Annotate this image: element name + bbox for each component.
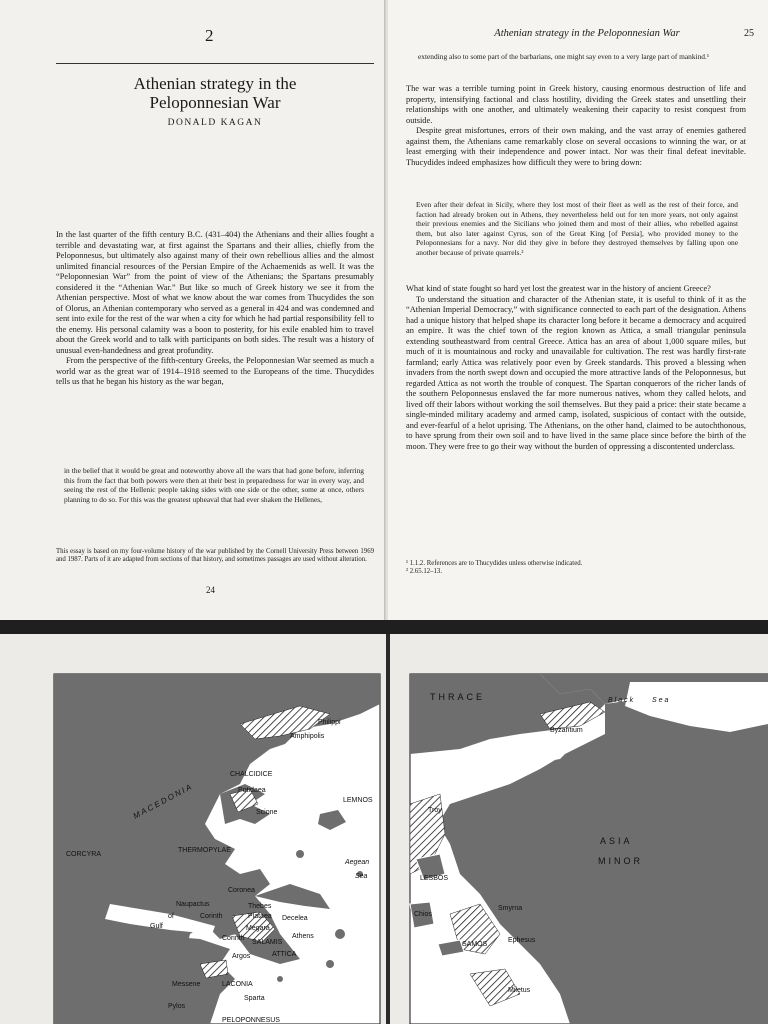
label-peloponnesus: PELOPONNESUS: [222, 1017, 280, 1024]
label-black-sea: Sea: [652, 697, 671, 704]
label-lemnos: LEMNOS: [343, 797, 373, 804]
map-island: [326, 960, 334, 968]
label-athens: Athens: [292, 933, 314, 940]
label-asia: ASIA: [600, 836, 633, 846]
map-island: [296, 850, 304, 858]
photo-gap: [0, 620, 768, 634]
label-aegean-sea: Sea: [355, 873, 368, 880]
label-thebes: Thebes: [248, 903, 272, 910]
label-minor: MINOR: [598, 856, 643, 866]
label-gulf: Gulf: [150, 923, 163, 930]
label-thermopylae: THERMOPYLAE: [178, 847, 231, 854]
map-land-peloponnesus: [95, 934, 235, 1024]
right-page-number: 25: [744, 28, 754, 39]
label-ephesus: Ephesus: [508, 937, 536, 944]
map-page-greece: [0, 634, 386, 1024]
label-chalcidice: CHALCIDICE: [230, 771, 273, 778]
chapter-title: [100, 74, 330, 112]
label-byzantium: Byzantium: [550, 727, 583, 734]
label-attica: ATTICA: [272, 951, 297, 958]
label-sparta: Sparta: [244, 995, 265, 1002]
right-block-quote: Even after their defeat in Sicily, where they lost most of their fleet as well as the rest of their force, and faction had already broken out in Athens, they nevertheless held out for ten more years, not only against their previous enemies and the Sicilians who joined them and most of their allies, who rebelled against them, but also later against Cyrus, son of the Great King [of Persia], who provided money to the Peloponnesians for a navy. Nor did they give in before they destroyed themselves by falling upon one another because of private quarrels.²: [416, 200, 738, 257]
chapter-title-line1: Athenian strategy in the: [133, 74, 297, 93]
right-paragraph-1: The war was a terrible turning point in Greek history, causing enormous destruction of life and property, intensifying factional and class hostility, dividing the Greek states and unsettling their relationships with one another, and ultimately weakening their capacity to resist conquest from outside.: [406, 84, 746, 125]
label-naupactus: Naupactus: [176, 901, 210, 908]
footnote-1: ¹ 1.1.2. References are to Thucydides unless otherwise indicated.: [406, 560, 583, 567]
label-megara: Megara: [246, 925, 270, 932]
left-page-number: 24: [206, 585, 215, 595]
map-page-asia-minor: [390, 634, 768, 1024]
chapter-title-line2: Peloponnesian War: [149, 93, 281, 112]
label-laconia: LACONIA: [222, 981, 253, 988]
left-paragraph-1: In the last quarter of the fifth century B.C. (431–404) the Athenians and their allies fought a terrible and devastating war, at first against the Spartans and their allies, chiefly from the Peloponnesus, but ultimately also against many of their own rebellious allies and the almost unlimited financial resources of the Persian Empire of the Achaemenids as well. It was the “Peloponnesian War” from the point of view of the Athenians; the Spartans presumably considered it the “Athenian War.” But like so much of Greek history we see it from the Athenian perspective. Most of what we know about the war comes from Thucydides the son of Olorus, an Athenian contemporary who served as a general in 424 and was condemned and sent into exile for the rest of the war when a city for which he had partial responsibility fell to the enemy. His personal calamity was a boon to posterity, for his exile enabled him to travel about the Greek world and to talk with participants on both sides. The result was a history of unusual even-handedness and great profundity.: [56, 230, 374, 355]
label-coronea: Coronea: [228, 887, 255, 894]
right-footnotes: [406, 560, 736, 577]
left-paragraph-2: From the perspective of the fifth-century Greeks, the Peloponnesian War seemed as much a world war as the great war of 1914–1918 seemed to the Europeans of the time. Thucydides tells us that he began his history as the war began,: [56, 356, 374, 386]
label-messene: Messene: [172, 981, 201, 988]
label-decelea: Decelea: [282, 915, 308, 922]
quote-continuation: extending also to some part of the barbarians, one might say even to a very large part of mankind.¹: [418, 52, 710, 61]
label-black: Black: [608, 697, 636, 704]
label-corinth-gulf: Corinth: [200, 913, 223, 920]
running-head: Athenian strategy in the Peloponnesian War: [494, 28, 680, 39]
label-thrace: THRACE: [430, 692, 486, 702]
right-book-page: [388, 0, 768, 620]
right-paragraph-4: To understand the situation and character of the Athenian state, it is useful to think of it as the “Athenian Imperial Democracy,” with significance connected to each part of the designation. Athens had a unique history that helped shape its character long before it became a democracy and acquired an empire. It was the chief town of the region known as Attica, a small triangular peninsula extending southeastward from central Greece. Attica has an area of about 1,000 square miles, but much of it is mountainous and rocky and unavailable for cultivation. The rest was hardly first-rate farmland; early Attica was relatively poor even by Greek standards. This proved a blessing when invaders from the north swept down and occupied the more attractive lands of the Peloponnesus, but regarded Attica as not worth the trouble of conquest. The Spartan conquerors of the richer lands of the southern Peloponnesus enslaved the far more numerous natives, whom they called helots, and lived off their labors without working the soil themselves. But they paid a price: their state became a single-minded military academy and armed camp, isolated, suspicious of contact with the outside, and ever-fearful of a helot uprising. The Athenians, on the other hand, claimed to be autochthonous, to have sprung from their own soil and to have lived in the same place since before the birth of the moon. They were free to go their way without the burden of oppressing a discontented underclass.: [406, 294, 746, 451]
label-potidaea: Potidaea: [238, 787, 266, 794]
map-greece: [0, 634, 386, 1024]
label-samos: SAMOS: [462, 941, 488, 948]
label-of: of: [168, 913, 174, 920]
left-book-page: [0, 0, 386, 620]
label-salamis: SALAMIS: [252, 939, 283, 946]
right-body-text-top: [406, 84, 746, 168]
label-aegean: Aegean: [345, 859, 370, 866]
left-footnote: This essay is based on my four-volume history of the war published by the Cornell University Press between 1969 and 1987. Parts of it are adapted from sections of that history, and sometimes passages are used without alteration.: [56, 548, 374, 564]
label-lesbos: LESBOS: [420, 875, 449, 882]
chapter-number: 2: [205, 26, 214, 45]
label-pylos: Pylos: [168, 1003, 186, 1010]
footnote-2: ² 2.65.12–13.: [406, 568, 443, 576]
label-macedonia: MACEDONIA: [131, 781, 195, 821]
label-corinth: Corinth: [222, 935, 245, 942]
map-island: [277, 976, 283, 982]
label-smyrna: Smyrna: [498, 905, 523, 912]
label-chios: Chios: [414, 911, 432, 918]
chapter-rule: [56, 63, 374, 64]
map-asia-minor: [390, 634, 768, 1024]
label-plataea: Plataea: [248, 913, 272, 920]
right-paragraph-2: Despite great misfortunes, errors of their own making, and the vast array of enemies gathered against them, the Athenians came remarkably close on several occasions to winning the war, or at least emerging with their independence and power intact. Nor was their final defeat inevitable. Thucydides indeed emphasizes how difficult they were to bring down:: [406, 126, 746, 167]
label-corcyra: CORCYRA: [66, 851, 102, 858]
left-body-text: [56, 230, 374, 388]
label-philippi: Philippi: [318, 719, 341, 726]
right-body-text-bottom: [406, 284, 746, 452]
label-troy: Troy: [428, 807, 442, 814]
chapter-author: DONALD KAGAN: [167, 118, 263, 128]
left-block-quote: in the belief that it would be great and noteworthy above all the wars that had gone before, inferring this from the fact that both powers were then at their best in preparedness for war in every way, and seeing the rest of the Hellenic people taking sides with one side or the other, some at once, others planning to do so. For this was the greatest upheaval that had ever shaken the Hellenes,: [64, 466, 364, 504]
map-island: [335, 929, 345, 939]
label-miletus: Miletus: [508, 987, 531, 994]
right-paragraph-3: What kind of state fought so hard yet lost the greatest war in the history of ancient Greece?: [406, 284, 711, 293]
label-amphipolis: Amphipolis: [290, 733, 325, 740]
label-scione: Scione: [256, 809, 278, 816]
label-argos: Argos: [232, 953, 251, 960]
